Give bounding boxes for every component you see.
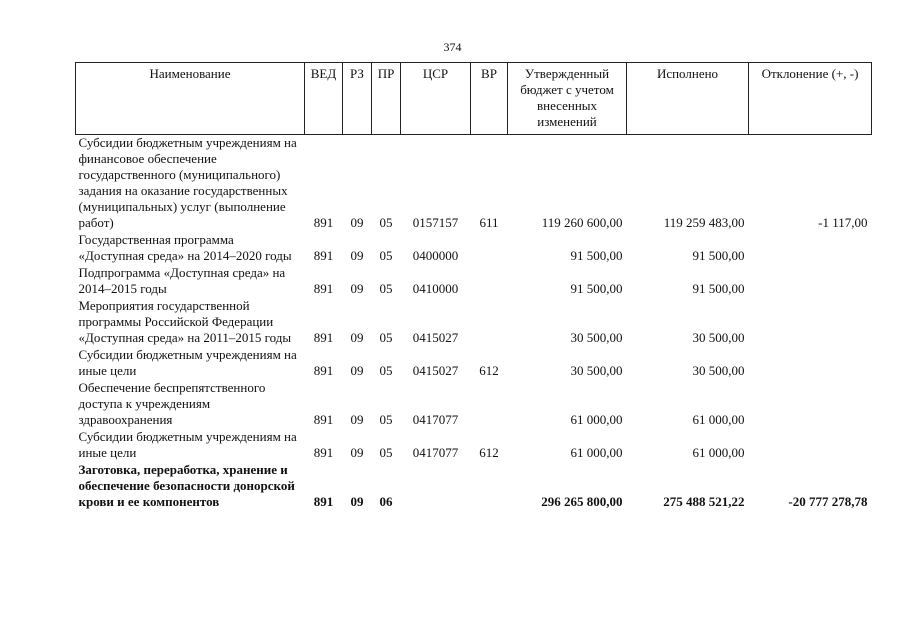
row-deviation (749, 232, 872, 265)
row-vr: 612 (479, 363, 499, 378)
row-rz: 09 (350, 412, 364, 427)
row-name: Субсидии бюджетным учреждениям на иные цели (78, 347, 297, 378)
table-row (76, 380, 872, 429)
row-vr (471, 265, 508, 298)
header-approved: Утвержденный бюджет с учетом внесенных изменений (508, 63, 627, 135)
row-name: Государственная программа «Доступная среда» на 2014–2020 годы (78, 232, 292, 263)
row-rz: 09 (350, 494, 364, 509)
table-row (76, 429, 872, 462)
row-name: Подпрограмма «Доступная среда» на 2014–2015 годы (78, 265, 286, 296)
row-csr: 0410000 (412, 281, 459, 296)
row-executed: 61 000,00 (692, 412, 745, 427)
row-approved: 119 260 600,00 (541, 215, 623, 230)
row-name: Обеспечение беспрепятственного доступа к учреждениям здравоохранения (78, 380, 266, 427)
row-pr: 05 (379, 281, 393, 296)
row-ved: 891 (313, 330, 334, 345)
header-deviation: Отклонение (+, -) (749, 63, 872, 135)
table-row (76, 347, 872, 380)
page-number: 374 (443, 40, 462, 54)
row-csr (401, 462, 471, 511)
row-deviation (749, 429, 872, 462)
row-vr (471, 380, 508, 429)
row-vr (471, 232, 508, 265)
row-rz: 09 (350, 281, 364, 296)
row-name: Мероприятия государственной программы Российской Федерации «Доступная среда» на 2011–2015 годы (78, 298, 292, 345)
row-rz: 09 (350, 248, 364, 263)
table-row (76, 265, 872, 298)
row-executed: 91 500,00 (692, 248, 745, 263)
row-deviation (749, 298, 872, 347)
row-rz: 09 (350, 330, 364, 345)
row-deviation (749, 380, 872, 429)
row-approved: 296 265 800,00 (541, 494, 623, 509)
row-approved: 30 500,00 (570, 330, 623, 345)
row-approved: 91 500,00 (570, 281, 623, 296)
row-approved: 61 000,00 (570, 445, 623, 460)
table-header (76, 63, 872, 135)
header-csr: ЦСР (401, 63, 471, 135)
row-executed: 91 500,00 (692, 281, 745, 296)
row-executed: 275 488 521,22 (663, 494, 745, 509)
row-approved: 91 500,00 (570, 248, 623, 263)
row-pr: 05 (379, 330, 393, 345)
row-deviation (749, 347, 872, 380)
budget-table (75, 62, 872, 511)
row-executed: 30 500,00 (692, 363, 745, 378)
row-approved: 61 000,00 (570, 412, 623, 427)
header-pr: ПР (372, 63, 401, 135)
row-vr: 612 (479, 445, 499, 460)
row-approved: 30 500,00 (570, 363, 623, 378)
row-ved: 891 (313, 494, 334, 509)
header-vr: ВР (471, 63, 508, 135)
row-csr: 0400000 (412, 248, 459, 263)
row-ved: 891 (313, 215, 334, 230)
table-row (76, 462, 872, 511)
header-executed: Исполнено (627, 63, 749, 135)
header-name: Наименование (76, 63, 305, 135)
row-executed: 61 000,00 (692, 445, 745, 460)
row-ved: 891 (313, 363, 334, 378)
row-ved: 891 (313, 445, 334, 460)
row-rz: 09 (350, 215, 364, 230)
row-pr: 05 (379, 363, 393, 378)
row-csr: 0415027 (412, 363, 459, 378)
row-vr (471, 462, 508, 511)
table-row (76, 298, 872, 347)
row-pr: 05 (379, 215, 393, 230)
row-csr: 0417077 (412, 412, 459, 427)
row-name: Заготовка, переработка, хранение и обеспечение безопасности донорской крови и ее компонентов (78, 462, 295, 509)
row-deviation (749, 265, 872, 298)
row-ved: 891 (313, 281, 334, 296)
row-pr: 06 (379, 494, 393, 509)
header-rz: РЗ (343, 63, 372, 135)
row-deviation: -1 117,00 (818, 215, 868, 230)
row-ved: 891 (313, 412, 334, 427)
row-rz: 09 (350, 363, 364, 378)
row-name: Субсидии бюджетным учреждениям на финансовое обеспечение государственного (муниципального) задания на оказание государственных (муниципальных) услуг (выполнение работ) (78, 135, 297, 230)
table-row (76, 135, 872, 233)
row-executed: 119 259 483,00 (663, 215, 745, 230)
row-rz: 09 (350, 445, 364, 460)
row-ved: 891 (313, 248, 334, 263)
row-name: Субсидии бюджетным учреждениям на иные цели (78, 429, 297, 460)
row-csr: 0417077 (412, 445, 459, 460)
table-row (76, 232, 872, 265)
row-vr: 611 (479, 215, 499, 230)
row-csr: 0415027 (412, 330, 459, 345)
row-pr: 05 (379, 412, 393, 427)
row-pr: 05 (379, 445, 393, 460)
header-ved: ВЕД (305, 63, 343, 135)
row-deviation: -20 777 278,78 (788, 494, 868, 509)
table-body (76, 135, 872, 512)
row-csr: 0157157 (412, 215, 459, 230)
row-vr (471, 298, 508, 347)
row-executed: 30 500,00 (692, 330, 745, 345)
row-pr: 05 (379, 248, 393, 263)
